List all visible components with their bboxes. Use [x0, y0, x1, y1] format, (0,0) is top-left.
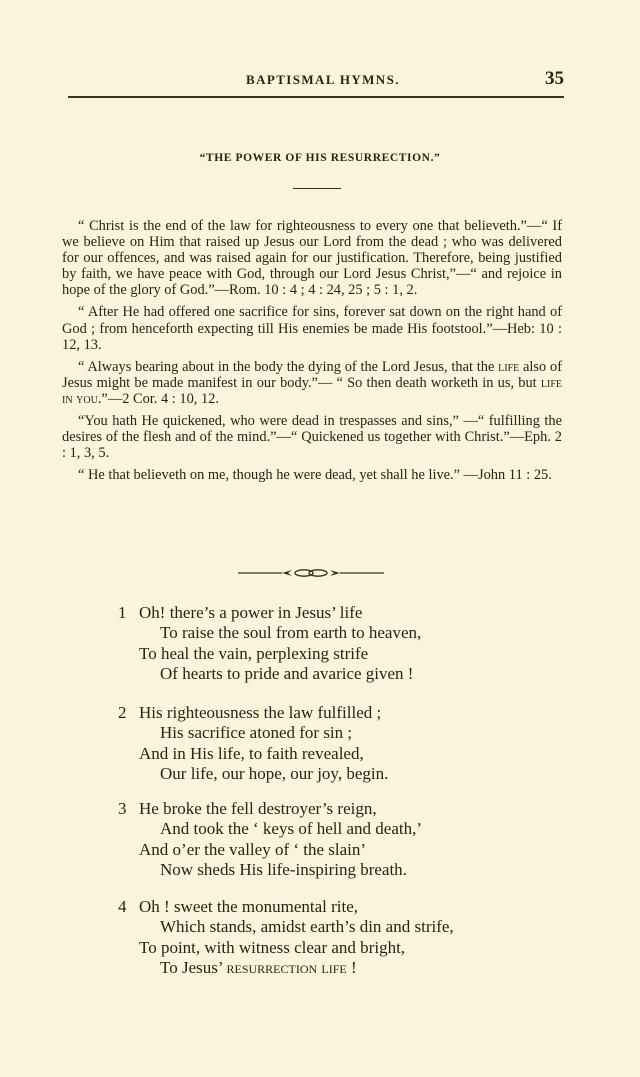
verse-line: Our life, our hope, our joy, begin.: [160, 763, 389, 783]
scripture-text: .”—2 Cor. 4 : 10, 12.: [97, 390, 219, 407]
verse-number: 1: [118, 603, 127, 622]
verse-line: [118, 958, 588, 978]
small-caps-text: life in you: [62, 374, 562, 407]
small-caps-text: life: [498, 358, 520, 375]
verse-number: 2: [118, 703, 127, 722]
scripture-text: “ Always bearing about in the body the dying of the Lord Jesus, that the: [78, 358, 499, 375]
running-head: BAPTISMAL HYMNS.: [246, 72, 400, 87]
scripture-paragraph: [62, 359, 562, 407]
verse-line: [118, 897, 588, 917]
verse-line: To point, with witness clear and bright,: [139, 937, 406, 957]
hymn-verse-2: [118, 703, 588, 784]
decorative-divider-ornament: [238, 566, 384, 580]
verse-line: Of hearts to pride and avarice given !: [160, 663, 414, 683]
page-number: 35: [545, 68, 564, 89]
scripture-paragraph: “ Christ is the end of the law for righteousness to every one that believeth.”—“ If we believe on Him that raised up Jesus our Lord from the dead ; who was delivered for our offences, and was raised again for our justification. Therefore, being justified by faith, we have peace with God, through our Lord Jesus Christ,”—“ and rejoice in hope of the glory of God.”—Rom. 10 : 4 ; 4 : 24, 25 ; 5 : 1, 2.: [62, 218, 562, 299]
verse-line: Now sheds His life-inspiring breath.: [160, 859, 407, 879]
verse-line: And took the ‘ keys of hell and death,’: [160, 819, 423, 839]
verse-number: 3: [118, 799, 127, 818]
hymn-verse-1: [118, 603, 588, 684]
verse-line-text: Oh! there’s a power in Jesus’ life: [139, 603, 363, 622]
verse-line-text: Oh ! sweet the monumental rite,: [139, 897, 359, 916]
verse-line: To raise the soul from earth to heaven,: [160, 623, 422, 643]
scripture-paragraph: “ After He had offered one sacrifice for sins, forever sat down on the right hand of God ; from henceforth expecting till His enemies be made His footstool.”—Heb: 10 : 12, 13.: [62, 304, 562, 353]
verse-line: Which stands, amidst earth’s din and strife,: [160, 917, 454, 937]
verse-line: And o’er the valley of ‘ the slain’: [139, 839, 367, 859]
verse-line-text: !: [346, 957, 357, 977]
section-title: “THE POWER OF HIS RESURRECTION.”: [199, 152, 441, 164]
scripture-paragraph: “ He that believeth on me, though he were dead, yet shall he live.” —John 11 : 25.: [78, 467, 552, 484]
hymn-verse-4: [118, 897, 588, 978]
verse-number: 4: [118, 897, 127, 916]
verse-line: [118, 703, 588, 723]
title-rule: [293, 188, 341, 189]
small-caps-text: resurrection life: [226, 957, 347, 977]
verse-line-text: To Jesus’: [160, 957, 227, 977]
scripture-text: also of Jesus might be made manifest in our body.”— “ So then death worketh in us, but: [62, 358, 562, 391]
hymn-verse-3: [118, 799, 588, 880]
verse-line: To heal the vain, perplexing strife: [139, 643, 369, 663]
verse-line-text: He broke the fell destroyer’s reign,: [139, 799, 377, 818]
verse-line: [118, 799, 588, 819]
page-header: [68, 70, 564, 98]
scripture-paragraph: “You hath He quickened, who were dead in trespasses and sins,” —“ fulfilling the desires of the flesh and of the mind.”—“ Quickened us together with Christ.”—Eph. 2 : 1, 3, 5.: [62, 413, 562, 462]
verse-line: And in His life, to faith revealed,: [139, 743, 364, 763]
verse-line: His sacrifice atoned for sin ;: [160, 723, 353, 743]
scripture-passages: [62, 218, 562, 489]
verse-line-text: His righteousness the law fulfilled ;: [139, 703, 382, 722]
verse-line: [118, 603, 588, 623]
